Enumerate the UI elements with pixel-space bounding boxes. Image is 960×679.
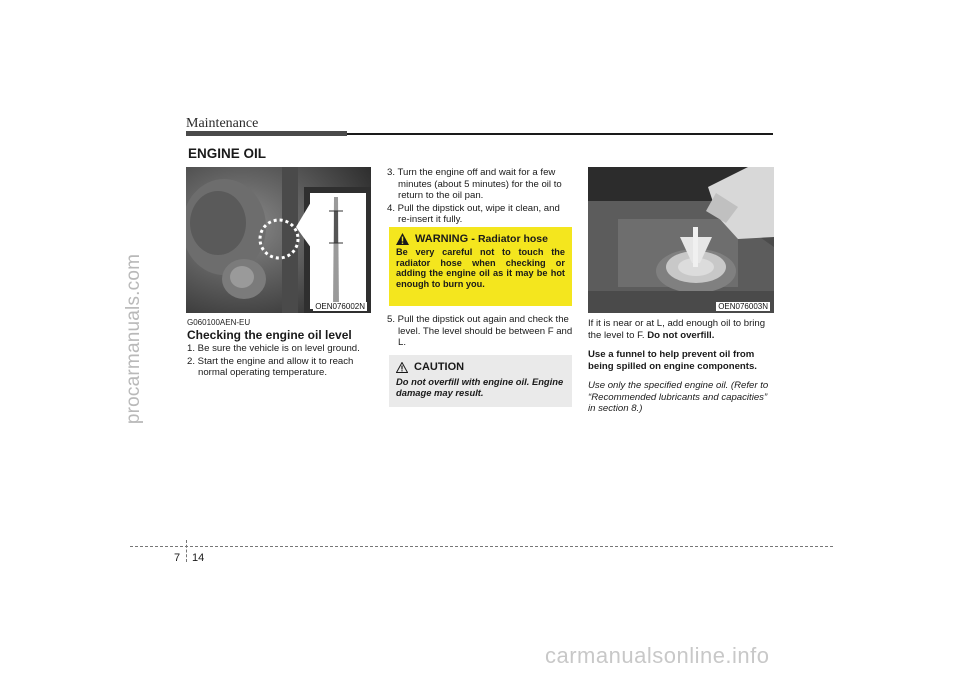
column-2-mid (387, 314, 574, 350)
step-4: 4. Pull the dipstick out, wipe it clean, and re-insert it fully. (387, 202, 560, 225)
caution-icon (396, 362, 408, 373)
step-2: 2. Start the engine and allow it to reach normal operating temperature. (187, 355, 354, 378)
column-3 (588, 318, 774, 415)
photo-label: OEN076003N (718, 302, 768, 311)
side-watermark: procarmanuals.com (123, 253, 144, 425)
warning-text: Be very careful not to touch the radiator hose when checking or adding the engine oil as it may be hot enough to burn you. (396, 247, 565, 289)
oil-level-paragraph: If it is near or at L, add enough oil to bring the level to F. Do not overfill. (588, 318, 766, 341)
step-1: 1. Be sure the vehicle is on level ground. (187, 343, 360, 354)
header-bar (186, 131, 347, 136)
dipstick-photo (186, 167, 371, 313)
warning-header (396, 233, 565, 245)
photo-label: OEN076002N (315, 302, 365, 311)
specified-oil-paragraph: Use only the specified engine oil. (Refer to “Recommended lubricants and capacities” in section 8.) (588, 380, 769, 414)
warning-box (389, 227, 572, 306)
step-3: 3. Turn the engine off and wait for a few minutes (about 5 minutes) for the oil to return to the oil pan. (387, 167, 562, 201)
caution-box (389, 355, 572, 407)
step-5: 5. Pull the dipstick out again and check the level. The level should be between F and L. (387, 314, 573, 348)
subheading: Checking the engine oil level (187, 327, 352, 342)
document-code: G060100AEN-EU (187, 318, 251, 327)
page-number: 14 (192, 552, 205, 564)
funnel-photo (588, 167, 774, 313)
footer-watermark: carmanualsonline.info (545, 643, 770, 668)
section-title: Maintenance (186, 116, 259, 131)
caution-text: Do not overfill with engine oil. Engine damage may result. (396, 376, 564, 398)
dipstick-illustration (186, 167, 371, 313)
column-1 (187, 317, 373, 380)
footer-rule (130, 546, 833, 547)
funnel-illustration (588, 167, 774, 313)
page-heading: ENGINE OIL (188, 146, 267, 161)
warning-icon (396, 233, 409, 245)
chapter-number: 7 (174, 552, 181, 564)
caution-header (396, 361, 565, 373)
footer-separator (186, 540, 187, 562)
column-2-top (387, 167, 574, 227)
caution-title: CAUTION (414, 361, 465, 373)
funnel-paragraph: Use a funnel to help prevent oil from being spilled on engine components. (588, 349, 757, 372)
warning-title: WARNING - Radiator hose (415, 233, 548, 245)
